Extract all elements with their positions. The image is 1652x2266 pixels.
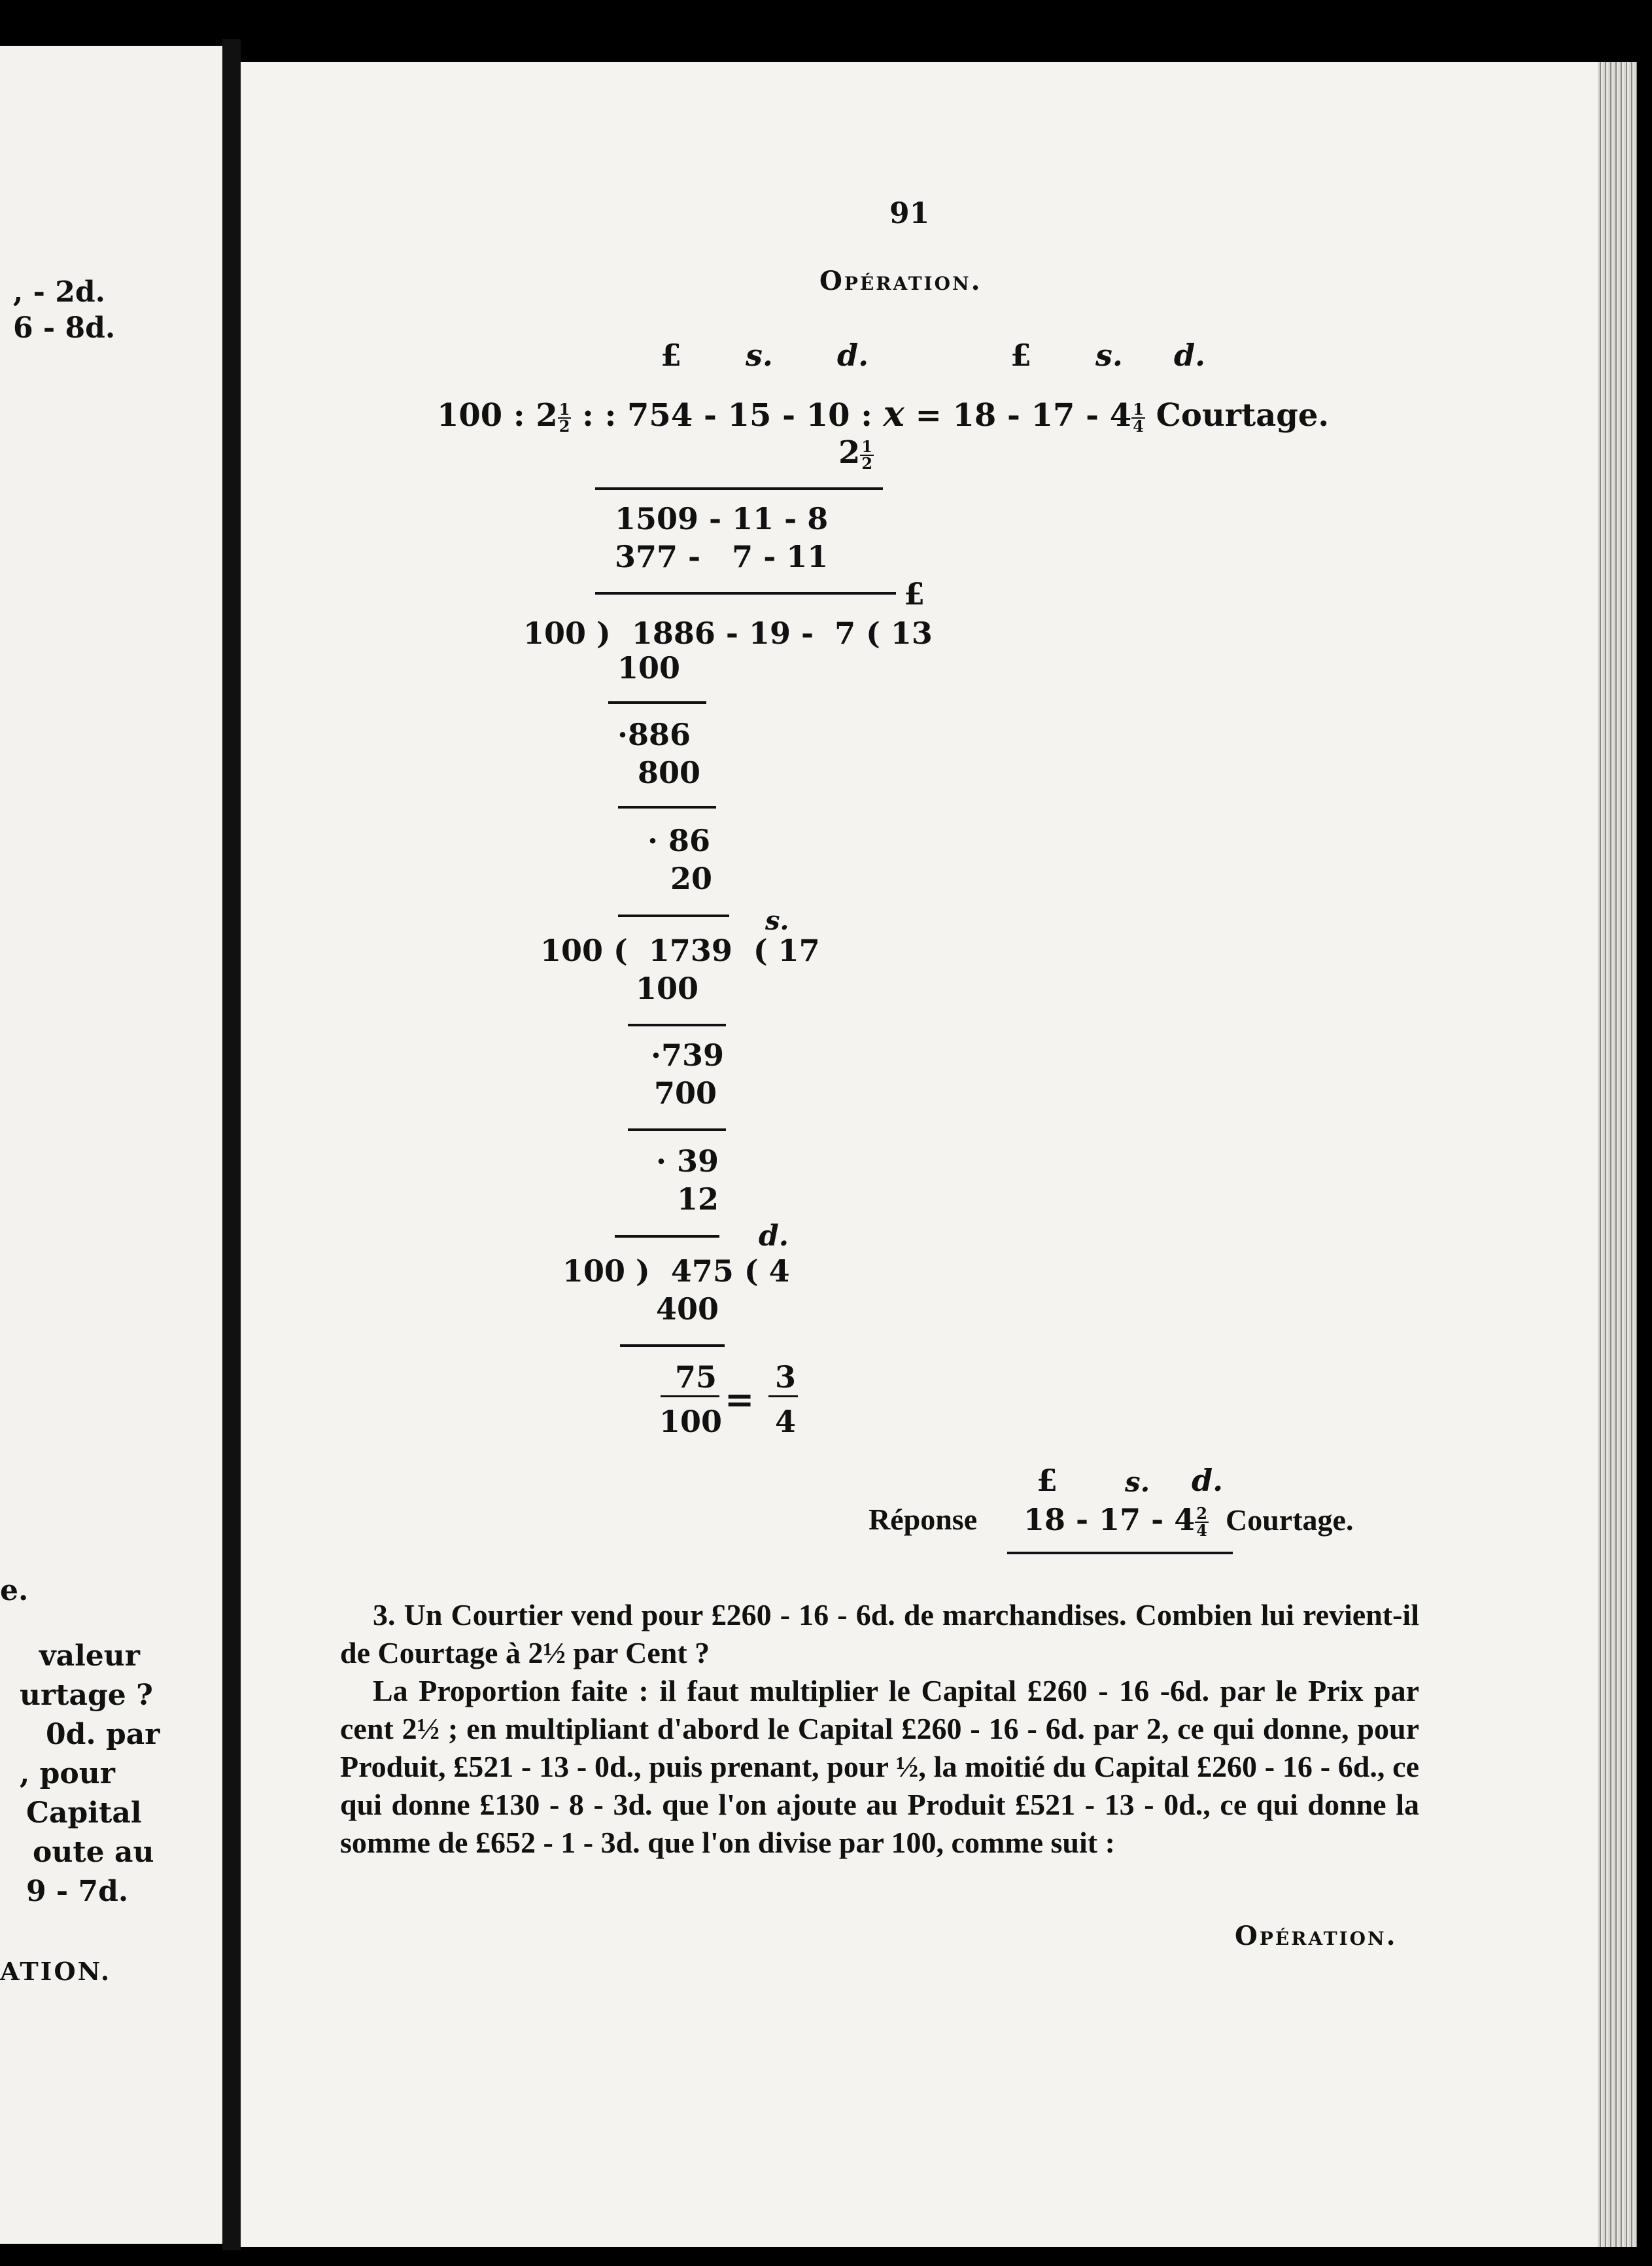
unknown-x: x	[883, 392, 904, 434]
margin-pence: d.	[759, 1219, 789, 1253]
work-row: 800	[638, 755, 701, 790]
left-line: , pour	[20, 1757, 115, 1790]
operation-title: Opération.	[1235, 1921, 1398, 1951]
work-row: 20	[670, 861, 713, 896]
work-row: 100	[659, 1404, 723, 1439]
rule	[628, 1024, 726, 1026]
proportion-result: 18 - 17 - 4	[952, 397, 1132, 434]
margin-pound: £	[904, 576, 925, 612]
equals-sign: =	[725, 1378, 755, 1420]
pound-unit: £	[1010, 338, 1032, 373]
fraction: $\frac{1}{4}$	[1133, 399, 1144, 436]
fraction-numerator: 3	[775, 1359, 797, 1395]
left-page	[0, 46, 222, 2244]
proportion-lhs: 100 : 2	[437, 397, 558, 434]
rule	[615, 1235, 719, 1238]
pence-unit: d.	[1192, 1463, 1224, 1498]
problem-paragraph: La Proportion faite : il faut multiplier le Capital £260 - 16 -6d. par le Prix par cent 2½ ; en multipliant d'abord le Capital £260 - 16 - 6d. par 2, ce qui donne, pour Produit, £521 - 13 - 0d., puis prenant, pour ½, la moitié du Capital £260 - 16 - 6d., ce qui donne £130 - 8 - 3d. que l'on ajoute au Produit £521 - 13 - 0d., ce qui donne la somme de £652 - 1 - 3d. que l'on divise par 100, comme suit :	[340, 1674, 1419, 1859]
operation-title: Opération.	[819, 266, 982, 296]
pence-unit: d.	[837, 338, 869, 373]
fraction: $\frac{1}{2}$	[861, 436, 873, 473]
left-line: ATION.	[0, 1957, 112, 1986]
equals-sign: =	[915, 397, 942, 434]
rule	[628, 1128, 726, 1131]
left-line: , - 2d.	[13, 275, 105, 309]
proportion-line	[437, 392, 1330, 436]
answer-underline	[1007, 1552, 1233, 1554]
left-line: Capital	[26, 1796, 142, 1830]
work-row: 100 ( 1739 ( 17	[540, 933, 820, 968]
work-row: 1509 - 11 - 8	[615, 501, 829, 536]
margin-shilling: s.	[765, 905, 789, 936]
work-row: 100	[617, 650, 681, 686]
fraction: $\frac{2}{4}$	[1196, 1504, 1207, 1540]
work-row: 700	[654, 1075, 717, 1111]
left-line: 9 - 7d.	[26, 1875, 129, 1908]
fraction: $\frac{1}{2}$	[559, 399, 570, 436]
proportion-sep: : :	[582, 397, 617, 434]
answer-value: 18 - 17 - 4	[1024, 1502, 1196, 1537]
answer-label: Réponse	[869, 1503, 978, 1536]
rule	[595, 592, 896, 595]
shilling-unit: s.	[746, 338, 773, 373]
work-row: ·739	[651, 1037, 725, 1073]
page-number: 91	[889, 197, 930, 230]
fraction-bar	[661, 1395, 719, 1397]
work-row: 75	[675, 1359, 717, 1395]
rule	[608, 701, 706, 704]
left-line: urtage ?	[20, 1679, 153, 1712]
rule	[620, 1344, 725, 1347]
rule	[595, 487, 883, 490]
shilling-unit: s.	[1095, 338, 1123, 373]
page-edge	[1598, 62, 1637, 2247]
work-row: 100 ) 1886 - 19 - 7 ( 13	[523, 616, 933, 651]
left-line: 0d. par	[46, 1718, 160, 1751]
work-row: ·886	[617, 717, 691, 752]
work-row: 100	[636, 971, 699, 1006]
left-line: e.	[0, 1574, 29, 1607]
courtage-label: Courtage.	[1156, 397, 1330, 434]
left-line: oute au	[33, 1836, 154, 1869]
rule	[618, 915, 729, 917]
fraction-bar	[768, 1395, 798, 1397]
answer-unit: Courtage.	[1226, 1503, 1354, 1537]
multiplier: 2 $\frac{1}{2}$	[838, 434, 873, 473]
work-row: 377 - 7 - 11	[615, 539, 829, 574]
work-row: 100 ) 475 ( 4	[562, 1253, 790, 1289]
answer-value-line	[1024, 1502, 1354, 1540]
left-line: 6 - 8d.	[13, 311, 116, 345]
work-row: · 86	[647, 823, 711, 858]
left-line: valeur	[39, 1639, 140, 1673]
problem-paragraph: 3. Un Courtier vend pour £260 - 16 - 6d. de marchandises. Combien lui revient-il de Courtage à 2½ par Cent ?	[340, 1598, 1419, 1669]
book-gutter	[222, 39, 241, 2250]
bleed-through-text	[366, 262, 1426, 1426]
work-row: · 39	[656, 1143, 719, 1179]
work-row: 400	[656, 1291, 719, 1327]
rule	[618, 806, 716, 809]
work-row: 12	[677, 1181, 719, 1217]
pound-unit: £	[661, 338, 682, 373]
fraction-denominator: 4	[775, 1404, 797, 1439]
pence-unit: d.	[1174, 338, 1206, 373]
proportion-capital: 754 - 15 - 10 :	[627, 397, 872, 434]
shilling-unit: s.	[1125, 1466, 1150, 1498]
pound-unit: £	[1037, 1463, 1058, 1498]
